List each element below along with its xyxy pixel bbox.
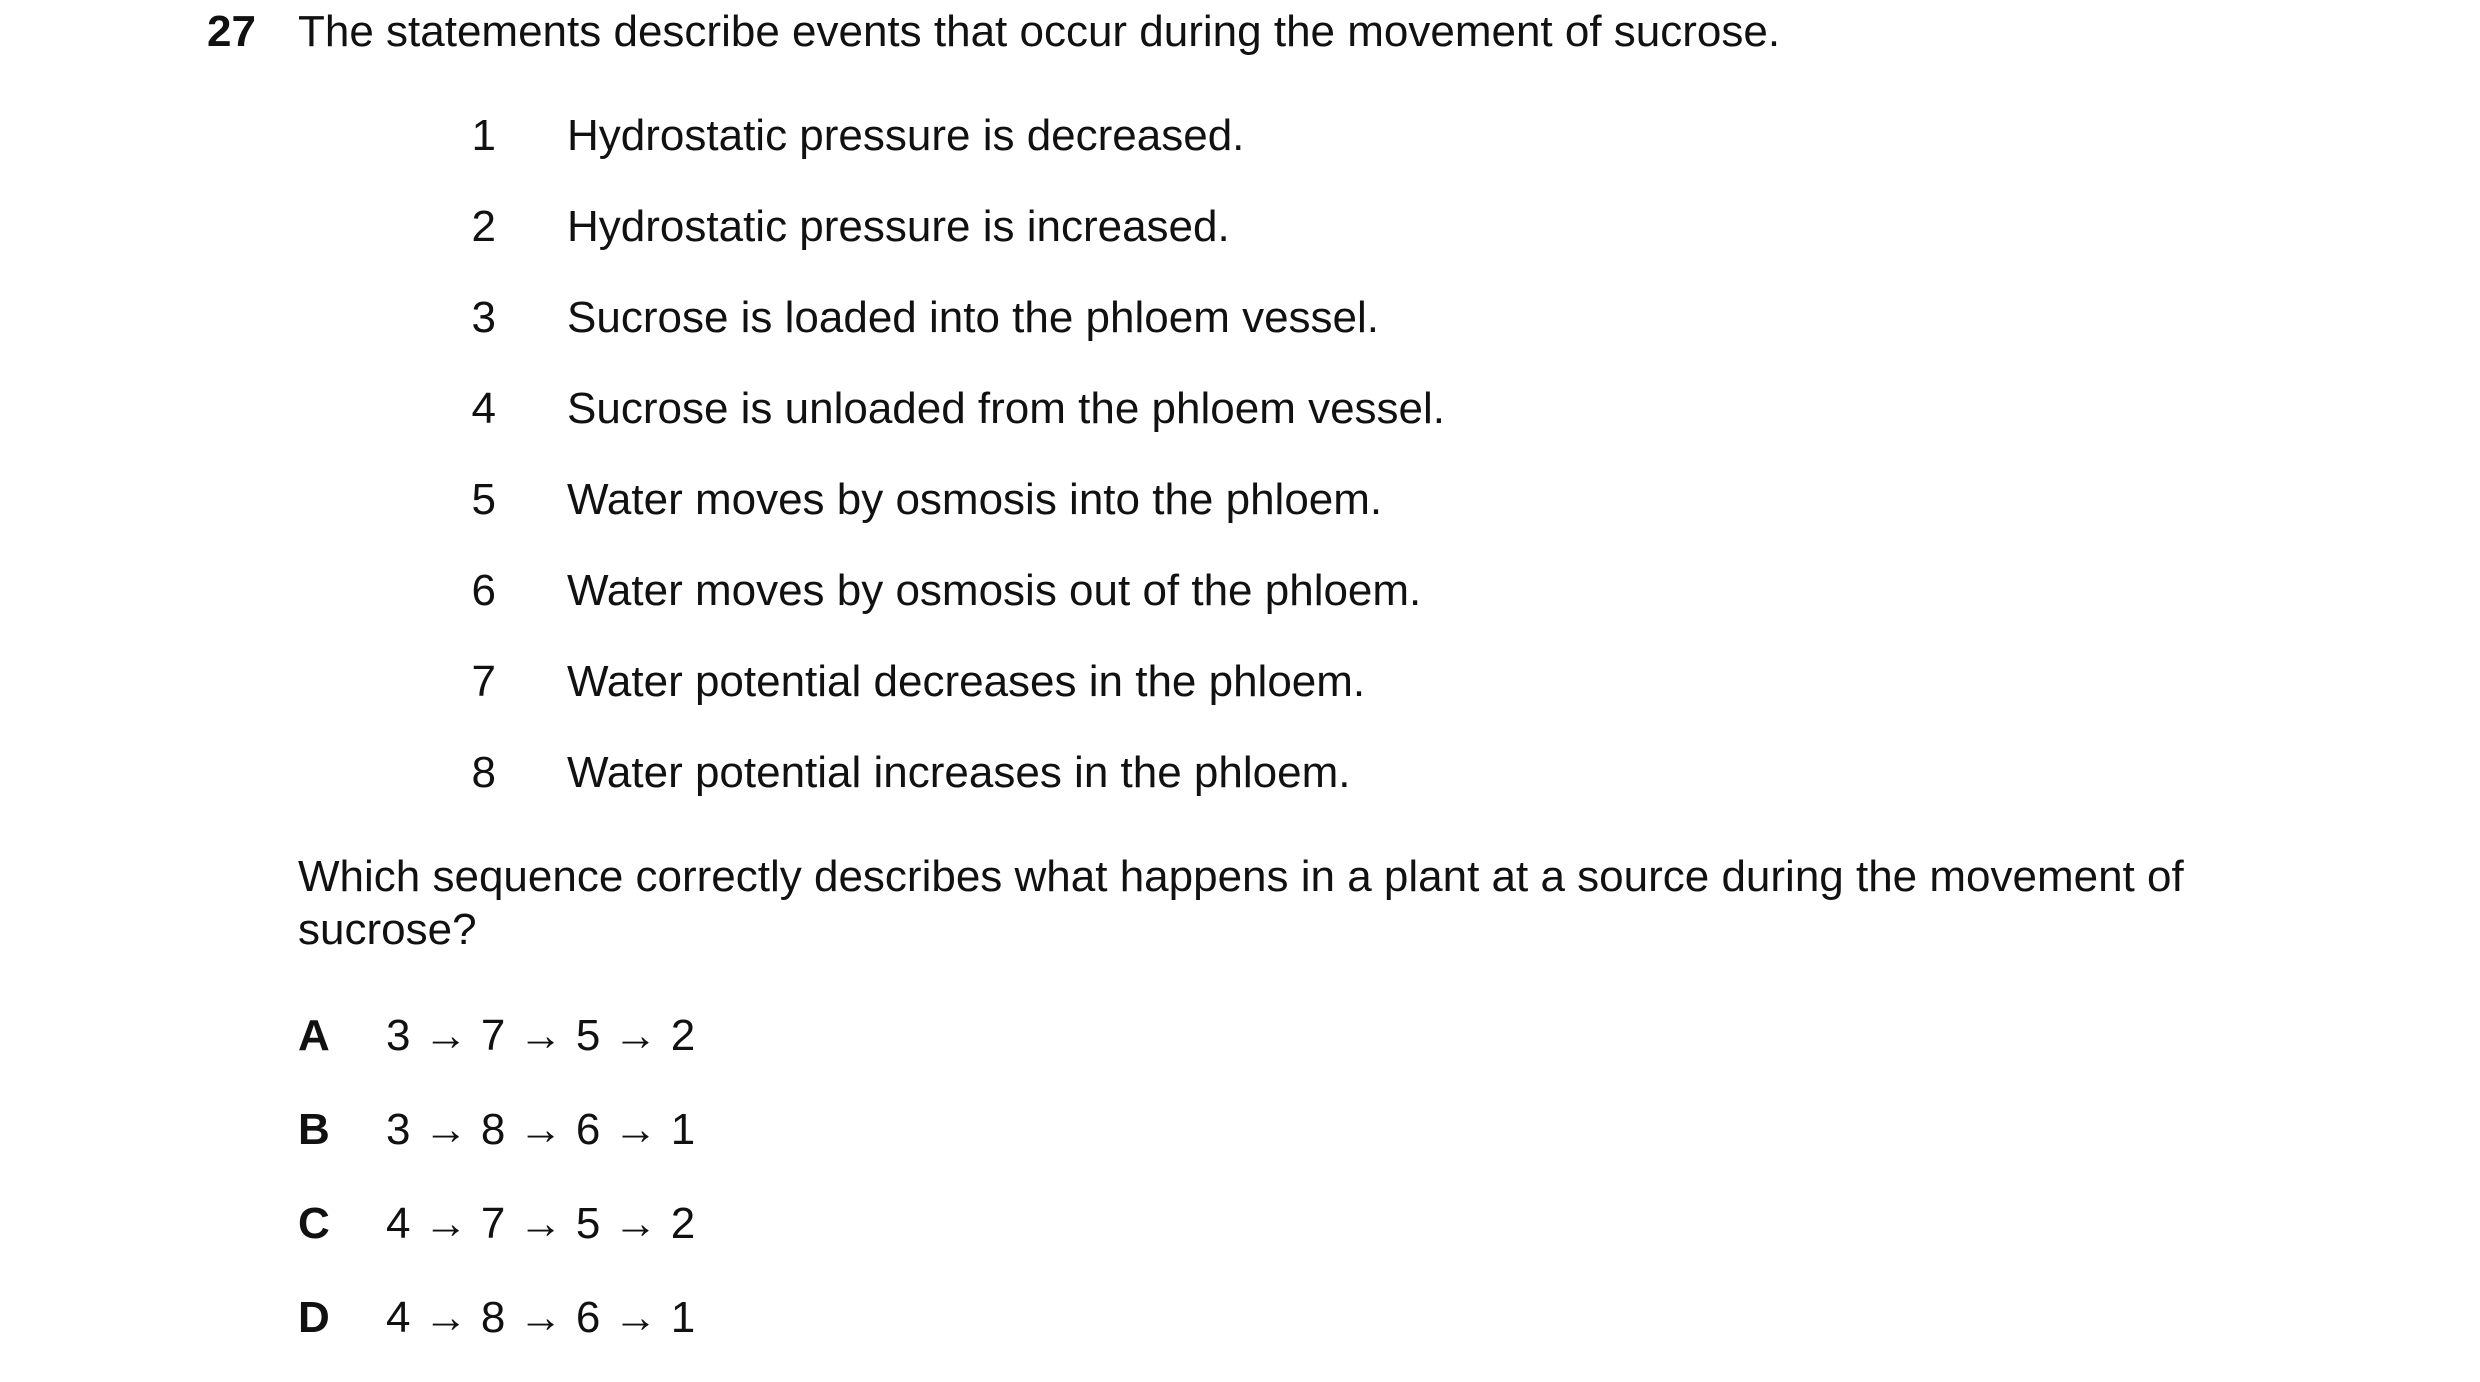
answer-options bbox=[298, 1006, 696, 1382]
option-letter: A bbox=[298, 1011, 330, 1060]
statement-number: 1 bbox=[471, 111, 496, 160]
statement-text: Water moves by osmosis into the phloem. bbox=[567, 475, 1383, 524]
statement-number: 7 bbox=[471, 657, 496, 706]
statement-number: 2 bbox=[471, 202, 496, 251]
statement-text: Water potential decreases in the phloem. bbox=[567, 657, 1366, 706]
statement-item bbox=[440, 743, 1445, 834]
statement-item bbox=[440, 561, 1445, 652]
statement-text: Water potential increases in the phloem. bbox=[567, 748, 1351, 797]
option-sequence: 3 → 8 → 6 → 1 bbox=[386, 1105, 696, 1154]
statement-text: Water moves by osmosis out of the phloem. bbox=[567, 566, 1422, 615]
statement-text: Hydrostatic pressure is decreased. bbox=[567, 111, 1245, 160]
answer-option-d[interactable] bbox=[298, 1288, 696, 1382]
statement-item bbox=[440, 288, 1445, 379]
answer-option-c[interactable] bbox=[298, 1194, 696, 1288]
statement-list bbox=[440, 106, 1445, 834]
question-stem: The statements describe events that occur during the movement of sucrose. bbox=[298, 7, 1781, 56]
statement-number: 6 bbox=[471, 566, 496, 615]
statement-item bbox=[440, 379, 1445, 470]
answer-option-b[interactable] bbox=[298, 1100, 696, 1194]
statement-item bbox=[440, 652, 1445, 743]
option-letter: C bbox=[298, 1199, 330, 1248]
statement-item bbox=[440, 470, 1445, 561]
statement-number: 3 bbox=[471, 293, 496, 342]
statement-item bbox=[440, 197, 1445, 288]
statement-text: Hydrostatic pressure is increased. bbox=[567, 202, 1230, 251]
option-sequence: 4 → 8 → 6 → 1 bbox=[386, 1293, 696, 1342]
option-sequence: 3 → 7 → 5 → 2 bbox=[386, 1011, 696, 1060]
statement-number: 4 bbox=[471, 384, 496, 433]
question-prompt: Which sequence correctly describes what happens in a plant at a source during the movement of sucrose? bbox=[298, 852, 2184, 954]
statement-text: Sucrose is loaded into the phloem vessel. bbox=[567, 293, 1380, 342]
statement-item bbox=[440, 106, 1445, 197]
option-sequence: 4 → 7 → 5 → 2 bbox=[386, 1199, 696, 1248]
question-number: 27 bbox=[207, 7, 256, 56]
statement-text: Sucrose is unloaded from the phloem vessel. bbox=[567, 384, 1446, 433]
answer-option-a[interactable] bbox=[298, 1006, 696, 1100]
option-letter: D bbox=[298, 1293, 330, 1342]
option-letter: B bbox=[298, 1105, 330, 1154]
statement-number: 8 bbox=[471, 748, 496, 797]
statement-number: 5 bbox=[471, 475, 496, 524]
